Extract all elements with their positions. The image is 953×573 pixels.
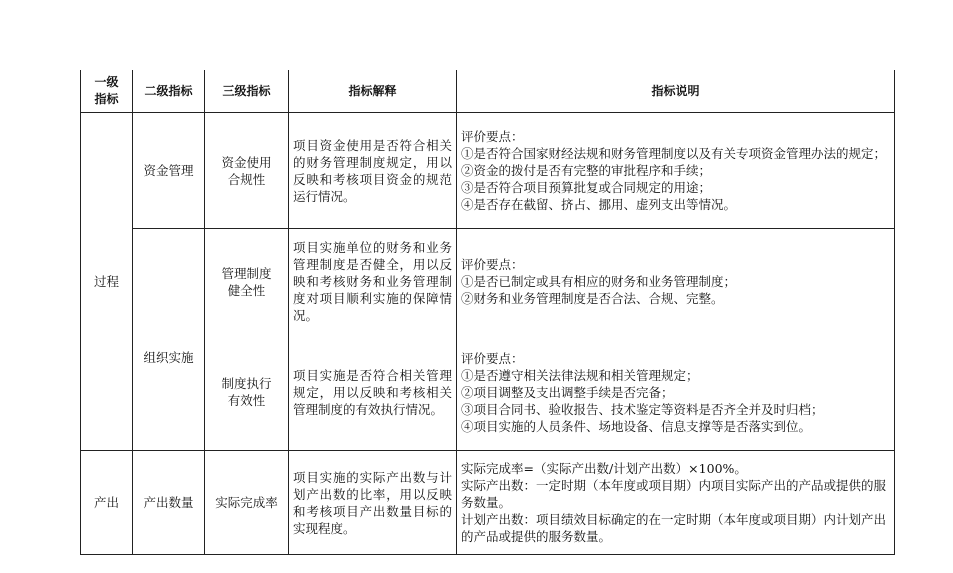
level3-cell: 实际完成率 <box>205 451 289 555</box>
note-line: ②项目调整及支出调整手续是否完备； <box>461 384 674 400</box>
note-line: 计划产出数：项目绩效目标确定的在一定时期（本年度或项目期）内计划产出的产品或提供的服务数量。 <box>461 512 887 544</box>
note-line: ④项目实施的人员条件、场地设备、信息支撑等是否落实到位。 <box>461 418 812 434</box>
note-line: 评价要点： <box>461 257 524 273</box>
note-line: ②资金的拨付是否有完整的审批程序和手续； <box>461 163 712 178</box>
level2-cell: 资金管理 <box>133 113 205 229</box>
note-line: ④是否存在截留、挤占、挪用、虚列支出等情况。 <box>461 197 737 212</box>
table-row <box>81 113 895 229</box>
note-line: ②财务和业务管理制度是否合法、合规、完整。 <box>461 291 724 307</box>
note-line: 评价要点： <box>461 129 524 144</box>
note-line: ③是否符合项目预算批复或合同规定的用途； <box>461 180 712 195</box>
level2-cell: 产出数量 <box>133 451 205 555</box>
header-level3: 三级指标 <box>205 70 289 113</box>
note-cell <box>457 113 895 229</box>
level2-cell: 组织实施 <box>133 229 205 451</box>
header-level1: 一级 指标 <box>81 70 133 113</box>
note-cell <box>457 229 895 335</box>
table-row <box>81 451 895 555</box>
note-line: ③项目合同书、验收报告、技术鉴定等资料是否齐全并及时归档； <box>461 401 824 417</box>
explain-cell: 项目实施是否符合相关管理规定，用以反映和考核相关管理制度的有效执行情况。 <box>289 335 457 451</box>
level3-cell: 管理制度 健全性 <box>205 229 289 335</box>
table-header-row <box>81 70 895 113</box>
level3-cell: 资金使用 合规性 <box>205 113 289 229</box>
note-cell <box>457 451 895 555</box>
note-line: 实际完成率=（实际产出数/计划产出数）×100%。 <box>461 461 747 476</box>
note-line: 评价要点： <box>461 350 524 366</box>
table-row <box>81 229 895 335</box>
explain-cell: 项目实施单位的财务和业务管理制度是否健全，用以反映和考核财务和业务管理制度对项目顺利实施的保障情况。 <box>289 229 457 335</box>
level1-cell: 过程 <box>81 113 133 451</box>
header-note: 指标说明 <box>457 70 895 113</box>
header-level2: 二级指标 <box>133 70 205 113</box>
header-explain: 指标解释 <box>289 70 457 113</box>
note-line: ①是否符合国家财经法规和财务管理制度以及有关专项资金管理办法的规定； <box>461 146 887 161</box>
note-line: ①是否已制定或具有相应的财务和业务管理制度； <box>461 274 737 290</box>
level1-cell: 产出 <box>81 451 133 555</box>
note-line: 实际产出数：一定时期（本年度或项目期）内项目实际产出的产品或提供的服务数量。 <box>461 478 887 510</box>
indicator-table <box>80 70 895 555</box>
level3-cell: 制度执行 有效性 <box>205 335 289 451</box>
note-line: ①是否遵守相关法律法规和相关管理规定； <box>461 367 699 383</box>
explain-cell: 项目资金使用是否符合相关的财务管理制度规定，用以反映和考核项目资金的规范运行情况。 <box>289 113 457 229</box>
note-cell <box>457 335 895 451</box>
explain-cell: 项目实施的实际产出数与计划产出数的比率，用以反映和考核项目产出数量目标的实现程度。 <box>289 451 457 555</box>
